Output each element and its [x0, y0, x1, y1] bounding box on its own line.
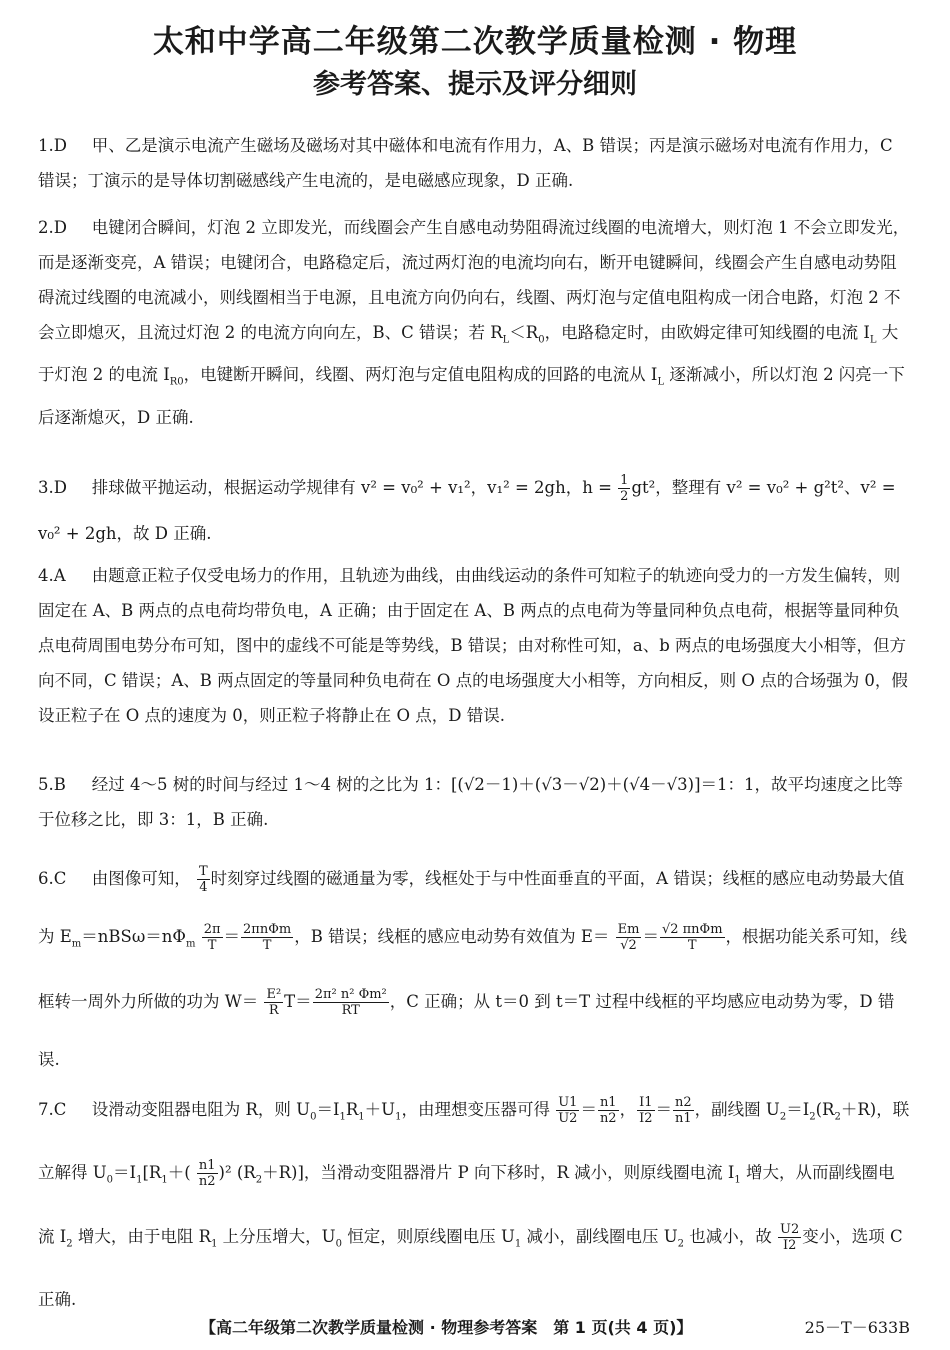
page-subtitle: 参考答案、提示及评分细则: [313, 69, 637, 100]
fraction: $\frac{n1}{n2}$: [198, 1158, 216, 1190]
footer-text: 【高二年级第二次教学质量检测 · 物理参考答案 第 1 页(共 4 页)】: [200, 1318, 693, 1337]
answer-item-4: 4.A 由题意正粒子仅受电场力的作用，且轨迹为曲线，由曲线运动的条件可知粒子的轨迹向受力的一方发生偏转，则固定在 A、B 两点的点电荷均带负电，A 正确；由于固定在 A、B 两点的点电荷为等量同种负点电荷，根据等量同种负点电荷周围电势分布可知，图中的虚线不可能是等势线，B 错误；由对称性可知，a、b 两点的电场强度大小相等，但方向不同，C 错误；A、B 两点固定的等量同种负电荷在 O 点的电场强度大小相等，方向相反，则 O 点的合场强为 0，假设正粒子在 O 点的速度为 0，则正粒子将静止在 O 点，D 错误.: [38, 566, 908, 725]
answer-text: 电键闭合瞬间，灯泡 2 立即发光，而线圈会产生自感电动势阻碍流过线圈的电流增大，则灯泡 1 不会立即发光，而是逐渐变亮，A 错误；电键闭合，电路稳定后，流过两灯泡的电流均向右，断开电键瞬间，线圈会产生自感电动势阻碍流过线圈的电流减小，则线圈相当于电源，且电流方向仍向右，线圈、两灯泡与定值电阻构成一闭合电路，灯泡 2 不会立即熄灭，且流过灯泡 2 的电流方向向左，B、C 错误；若 $R_L<R_0$，电路稳定时，由欧姆定律可知线圈的电流 $I_L$ 大于灯泡 2 的电流 $I_{R0}$，电键断开瞬间，线圈、两灯泡与定值电阻构成的回路的电流从 $I_L$ 逐渐减小，所以灯泡 2 闪亮一下后逐渐熄灭，D 正确.: [38, 218, 910, 427]
answer-text: 由题意正粒子仅受电场力的作用，且轨迹为曲线，由曲线运动的条件可知粒子的轨迹向受力的一方发生偏转，则固定在 A、B 两点的点电荷均带负电，A 正确；由于固定在 A、B 两点的点电荷为等量同种负点电荷，根据等量同种负点电荷周围电势分布可知，图中的虚线不可能是等势线，B 错误；由对称性可知，a、b 两点的电场强度大小相等，但方向不同，C 错误；A、B 两点固定的等量同种负电荷在 O 点的电场强度大小相等，方向相反，则 O 点的合场强为 0，假设正粒子在 O 点的速度为 0，则正粒子将静止在 O 点，D 错误.: [38, 566, 908, 725]
fraction: $\frac{2\pi}{T}$: [203, 922, 221, 953]
answer-item-7: 7.C 设滑动变阻器电阻为 R，则 $U_0=I_1R_1+U_1$，由理想变压器可得 $\frac{U1}{U2}$ ＝ $\frac{n1}{n2}$ ， $\frac{I1}{I2}$ ＝ $\frac{n2}{n1}$ ，副线圈 $U_2=I_2(R_2+R)$，联立解得 $U_0=I_1[R_1+$( $\frac{n1}{n2}$ )² $(R_2+R)$]，当滑动变阻器滑片 P 向下移时，R 减小，则原线圈电流 $I_1$ 增大，从而副线圈电流 $I_2$ 增大，由于电阻 $R_1$ 上分压增大，$U_0$ 恒定，则原线圈电压 $U_1$ 减小，副线圈电压 $U_2$ 也减小，故 $\frac{U2}{I2}$ 变小，选项 C 正确.: [38, 1095, 910, 1309]
fraction-one-half: $\frac{1}{2}$: [620, 473, 629, 504]
fraction: $\frac{I1}{I2}$: [639, 1095, 653, 1126]
fraction: $\frac{T}{4}$: [199, 864, 208, 895]
answer-item-6: 6.C 由图像可知， $\frac{T}{4}$ 时刻穿过线圈的磁通量为零，线框处于与中性面垂直的平面，A 错误；线框的感应电动势最大值为 $E_m=nBS\omega=n\Phi_m$ $\frac{2\pi}{T}$ ＝ $\frac{\text{2πnΦm}}{T}$ ，B 错误；线框的感应电动势有效值为 E＝ $\frac{Em}{√2}$ ＝ $\frac{\text{√2 πnΦm}}{T}$ ，根据功能关系可知，线框转一周外力所做的功为 W＝ $\frac{\text{E²}}{R}$ T＝ $\frac{\text{2π² n² Φm²}}{RT}$ ，C 正确；从 t＝0 到 t＝T 过程中线框的平均感应电动势为零，D 错误.: [38, 864, 908, 1070]
fraction: $\frac{n1}{n2}$: [599, 1095, 617, 1126]
page-title: 太和中学高二年级第二次教学质量检测 · 物理: [152, 24, 798, 60]
footer-code: 25－T－633B: [804, 1318, 910, 1337]
answer-text: 经过 4～5 树的时间与经过 1～4 树的之比为 1：[(√2－1)＋(√3－√2)＋(√4－√3)]＝1：1，故平均速度之比等于位移之比，即 3：1，B 正确.: [38, 775, 904, 829]
fraction: $\frac{n2}{n1}$: [675, 1095, 692, 1126]
answer-text: 甲、乙是演示电流产生磁场及磁场对其中磁体和电流有作用力，A、B 错误；丙是演示磁场对电流有作用力，C 错误；丁演示的是导体切割磁感线产生电流的，是电磁感应现象，D 正确.: [38, 136, 893, 190]
answer-text: 排球做平抛运动，根据运动学规律有 v² = v₀² + v₁²，v₁² = 2gh，h =: [91, 478, 612, 497]
fraction: $\frac{\text{E²}}{R}$: [266, 987, 282, 1019]
answer-item-2: 2.D 电键闭合瞬间，灯泡 2 立即发光，而线圈会产生自感电动势阻碍流过线圈的电流增大，则灯泡 1 不会立即发光，而是逐渐变亮，A 错误；电键闭合，电路稳定后，流过两灯泡的电流均向右，断开电键瞬间，线圈会产生自感电动势阻碍流过线圈的电流减小，则线圈相当于电源，且电流方向仍向右，线圈、两灯泡与定值电阻构成一闭合电路，灯泡 2 不会立即熄灭，且流过灯泡 2 的电流方向向左，B、C 错误；若 $R_L<R_0$，电路稳定时，由欧姆定律可知线圈的电流 $I_L$ 大于灯泡 2 的电流 $I_{R0}$，电键断开瞬间，线圈、两灯泡与定值电阻构成的回路的电流从 $I_L$ 逐渐减小，所以灯泡 2 闪亮一下后逐渐熄灭，D 正确.: [38, 218, 910, 427]
answer-item-1: 1.D 甲、乙是演示电流产生磁场及磁场对其中磁体和电流有作用力，A、B 错误；丙是演示磁场对电流有作用力，C 错误；丁演示的是导体切割磁感线产生电流的，是电磁感应现象，D 正确.: [38, 136, 893, 190]
answer-item-3: 3.D 排球做平抛运动，根据运动学规律有 v² = v₀² + v₁²，v₁² = 2gh，h = $\frac{1}{2}$ gt²，整理有 v² = v₀² + g²t²、v² = v₀² + 2gh，故 D 正确.: [38, 473, 896, 543]
fraction: $\frac{\text{2π² n² Φm²}}{RT}$: [314, 987, 387, 1019]
fraction: $\frac{U1}{U2}$: [558, 1095, 578, 1126]
fraction: $\frac{\text{√2 πnΦm}}{T}$: [661, 922, 723, 953]
fraction: $\frac{\text{2πnΦm}}{T}$: [243, 922, 292, 953]
answer-item-5: 5.B 经过 4～5 树的时间与经过 1～4 树的之比为 1：[(√2－1)＋(√3－√2)＋(√4－√3)]＝1：1，故平均速度之比等于位移之比，即 3：1，B 正确.: [38, 775, 904, 829]
answer-text: gt²，整理有 v² = v₀² + g²t²、v² = v₀² + 2gh，故 D 正确.: [38, 478, 896, 543]
fraction: $\frac{Em}{√2}$: [617, 922, 640, 953]
fraction: $\frac{U2}{I2}$: [780, 1221, 800, 1253]
